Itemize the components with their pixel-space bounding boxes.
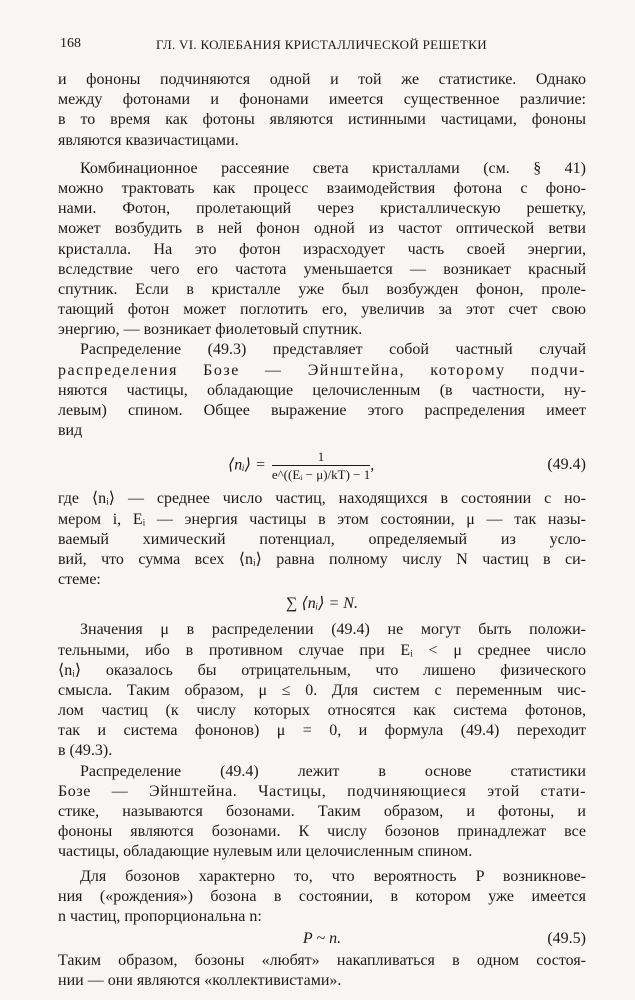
text-line: может возбудить в ней фонон одной из частот оптической ветви <box>58 220 586 238</box>
text-line: так и система фононов) μ = 0, и формула (49.4) переходит <box>58 722 586 740</box>
text-line: лом частиц (к числу которых относятся как система фотонов, <box>58 702 586 720</box>
text-line: стеме: <box>58 571 101 589</box>
eq-tail: , <box>370 457 375 475</box>
text-line: Таким образом, бозоны «любят» накапливаться в одном состоя- <box>58 952 586 970</box>
running-header <box>60 36 575 56</box>
text-line: можно трактовать как процесс взаимодействия фотона с фоно- <box>58 179 586 197</box>
running-title: ГЛ. VI. КОЛЕБАНИЯ КРИСТАЛЛИЧЕСКОЙ РЕШЕТКИ <box>156 37 487 52</box>
paragraph-3 <box>58 340 586 441</box>
text-line: спутник. Если в кристалле уже был возбужден фонон, проле- <box>58 280 586 298</box>
text-line: левым) спином. Общее выражение этого распределения имеет <box>58 402 586 419</box>
text-line: между фотонами и фононами имеется существенное различие: <box>58 91 586 109</box>
eq-numerator: 1 <box>272 449 370 466</box>
text-line: мером i, Eᵢ — энергия частицы в этом состоянии, μ — так назы- <box>58 510 586 528</box>
text-line: ваемый химический потенциал, определяемый из усло- <box>58 530 586 548</box>
text-line: и фононы подчиняются одной и той же статистике. Однако <box>58 71 586 88</box>
text-line: няются частицы, обладающие целочисленным (в частности, ну- <box>58 381 586 399</box>
paragraph-5 <box>58 620 586 761</box>
text-line: смысла. Таким образом, μ ≤ 0. Для систем с переменным чис- <box>58 681 586 699</box>
eq-fraction <box>272 449 370 483</box>
equation-sum <box>58 590 586 620</box>
paragraph-1 <box>58 70 586 151</box>
text-line: тельными, ибо в противном случае при Eᵢ < μ среднее число <box>58 641 586 659</box>
sum-formula: ∑ ⟨nᵢ⟩ = N. <box>286 595 358 613</box>
paragraph-2 <box>58 159 586 341</box>
text-line: в (49.3). <box>58 742 113 760</box>
text-line: Значения μ в распределении (49.4) не могут быть положи- <box>80 621 586 639</box>
text-line: вследствие чего его частота уменьшается — возникает красный <box>58 260 586 278</box>
equation-number: (49.4) <box>547 456 586 474</box>
equation-49-4 <box>58 445 586 485</box>
text-line: Бозе — Эйнштейна. Частицы, подчиняющиеся этой стати- <box>58 782 586 800</box>
text-line: вид <box>58 422 83 440</box>
text-line: тающий фотон может поглотить его, увеличив за этот счет свою <box>58 301 586 319</box>
text-line: n частиц, пропорциональна n: <box>58 907 262 925</box>
text-line: являются квазичастицами. <box>58 131 239 149</box>
text-line: фононы являются бозонами. К числу бозонов принадлежат все <box>58 823 586 841</box>
page-number: 168 <box>60 36 81 51</box>
eq-formula: P ~ n. <box>302 930 342 948</box>
text-line: кристалла. На это фотон израсходует часть своей энергии, <box>58 240 586 258</box>
text-line: ⟨nᵢ⟩ оказалось бы отрицательным, что лишено физического <box>58 661 586 679</box>
text-line: частицы, обладающие нулевым или целочисленным спином. <box>58 843 473 861</box>
text-line: нии — они являются «коллективистами». <box>58 972 342 990</box>
text-line: Для бозонов характерно то, что вероятность P возникнове- <box>80 867 586 885</box>
text-line: Комбинационное рассеяние света кристаллами (см. § 41) <box>80 159 586 177</box>
paragraph-4 <box>58 489 586 590</box>
page-body <box>58 70 586 992</box>
text-line: нами. Фотон, пролетающий через кристаллическую решетку, <box>58 200 586 218</box>
text-line: стике, называются бозонами. Таким образом, и фотоны, и <box>58 803 586 820</box>
eq-denominator: e^((Eᵢ − μ)/kT) − 1 <box>271 467 371 483</box>
text-line: энергию, — возникает фиолетовый спутник. <box>58 321 363 339</box>
text-line: вий, что сумма всех ⟨nᵢ⟩ равна полному числу N частиц в си- <box>58 550 586 568</box>
text-line: в то время как фотоны являются истинными частицами, фононы <box>58 111 586 129</box>
paragraph-8 <box>58 951 586 991</box>
eq-lhs: ⟨nᵢ⟩ = <box>228 457 266 475</box>
text-line: Распределение (49.4) лежит в основе статистики <box>80 762 586 780</box>
equation-49-5 <box>58 927 586 951</box>
text-line: Распределение (49.3) представляет собой частный случай <box>80 341 586 359</box>
paragraph-6 <box>58 762 586 863</box>
text-line: где ⟨nᵢ⟩ — среднее число частиц, находящихся в состоянии с но- <box>58 490 586 508</box>
text-line: ния («рождения») бозона в состоянии, в котором уже имеется <box>58 887 586 905</box>
paragraph-7 <box>58 867 586 928</box>
equation-number: (49.5) <box>547 930 586 948</box>
text-line: распределения Бозе — Эйнштейна, которому подчи- <box>58 361 586 379</box>
